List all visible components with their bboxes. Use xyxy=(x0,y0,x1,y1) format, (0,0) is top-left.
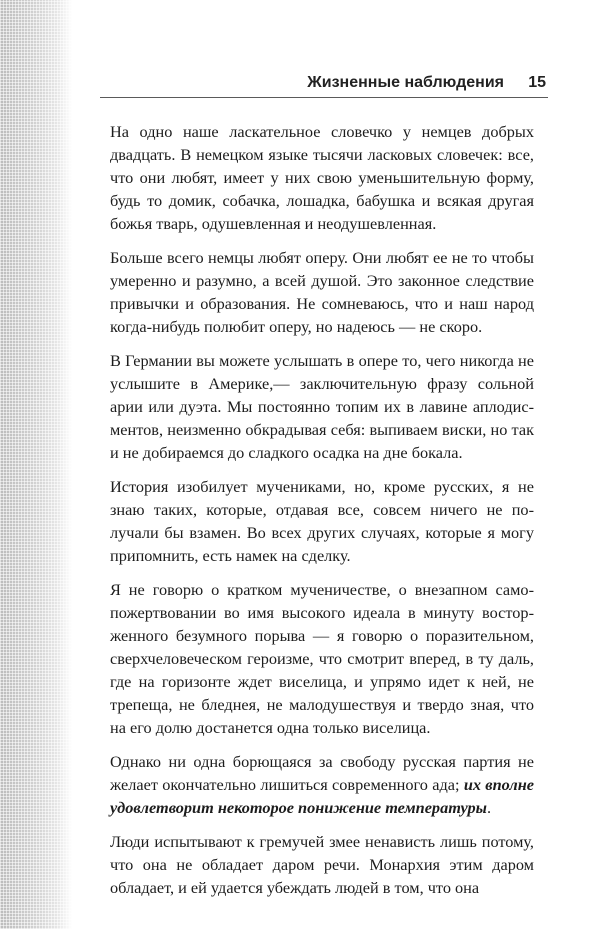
paragraph-5 xyxy=(110,578,534,739)
page-number: 15 xyxy=(528,74,546,91)
paragraph-text-tail: . xyxy=(486,798,492,817)
paragraph-text: Больше всего немцы любят оперу. Они любят ее не то чтобы умеренно и разумно, а всей душой. Это законное следствие привычки и образования. Не сомневаюсь, что и наш народ когда-нибудь полюбит оперу, но надеюсь — не скоро. xyxy=(110,248,534,336)
page-header xyxy=(100,72,548,96)
paragraph-text: История изобилует мучениками, но, кроме русских, я не знаю таких, которые, отдавая все, совсем ничего не получали бы взамен. Во всех других случаях, которые я могу припомнить, есть намек на сделку. xyxy=(110,477,534,565)
paragraph-3 xyxy=(110,349,534,464)
paragraph-7 xyxy=(110,830,534,899)
paragraph-emphasis: их вполне удовлетворит некоторое понижение температуры xyxy=(110,775,534,817)
paragraph-text: На одно наше ласкательное словечко у немцев добрых двадцать. В немецком языке тысячи ласковых словечек: все, что они любят, имеет у них свою уменьшительную форму, будь то домик, собачка, лошадка, бабушка и всякая другая божья тварь, одушевленная и неодушевленная. xyxy=(110,122,534,233)
paragraph-4 xyxy=(110,475,534,567)
paragraph-2 xyxy=(110,246,534,338)
paragraph-text: Я не говорю о кратком мученичестве, о внезапном самопожертвовании во имя высокого идеала в минуту восторженного безумного порыва — я говорю о поразительном, сверхчеловеческом героизме, что смотрит вперед, в ту даль, где на горизонте ждет виселица, и упрямо идет к ней, не трепеща, не бледнея, не малодушествуя и твердо зная, что на его долю достанется одна только виселица. xyxy=(110,580,534,737)
running-title: Жизненные наблюдения xyxy=(307,74,504,91)
body-text xyxy=(110,120,534,910)
scan-binding-edge xyxy=(0,0,72,929)
paragraph-1 xyxy=(110,120,534,235)
paragraph-6 xyxy=(110,750,534,819)
header-rule xyxy=(100,97,548,98)
paragraph-text: Люди испытывают к гремучей змее ненависть лишь потому, что она не обладает даром речи. Монархия этим даром обладает, и ей удается убеждать людей в том, что она xyxy=(110,832,534,897)
paragraph-text: В Германии вы можете услышать в опере то, чего никогда не услышите в Америке,— заключительную фразу сольной арии или дуэта. Мы постоянно топим их в лавине аплодисментов, неизменно обкрадывая себя: выпиваем виски, но так и не добираемся до сладкого осадка на дне бокала. xyxy=(110,351,534,462)
paragraph-text: Однако ни одна борющаяся за свободу русская партия не желает окончательно лишиться современного ада; xyxy=(110,752,534,794)
